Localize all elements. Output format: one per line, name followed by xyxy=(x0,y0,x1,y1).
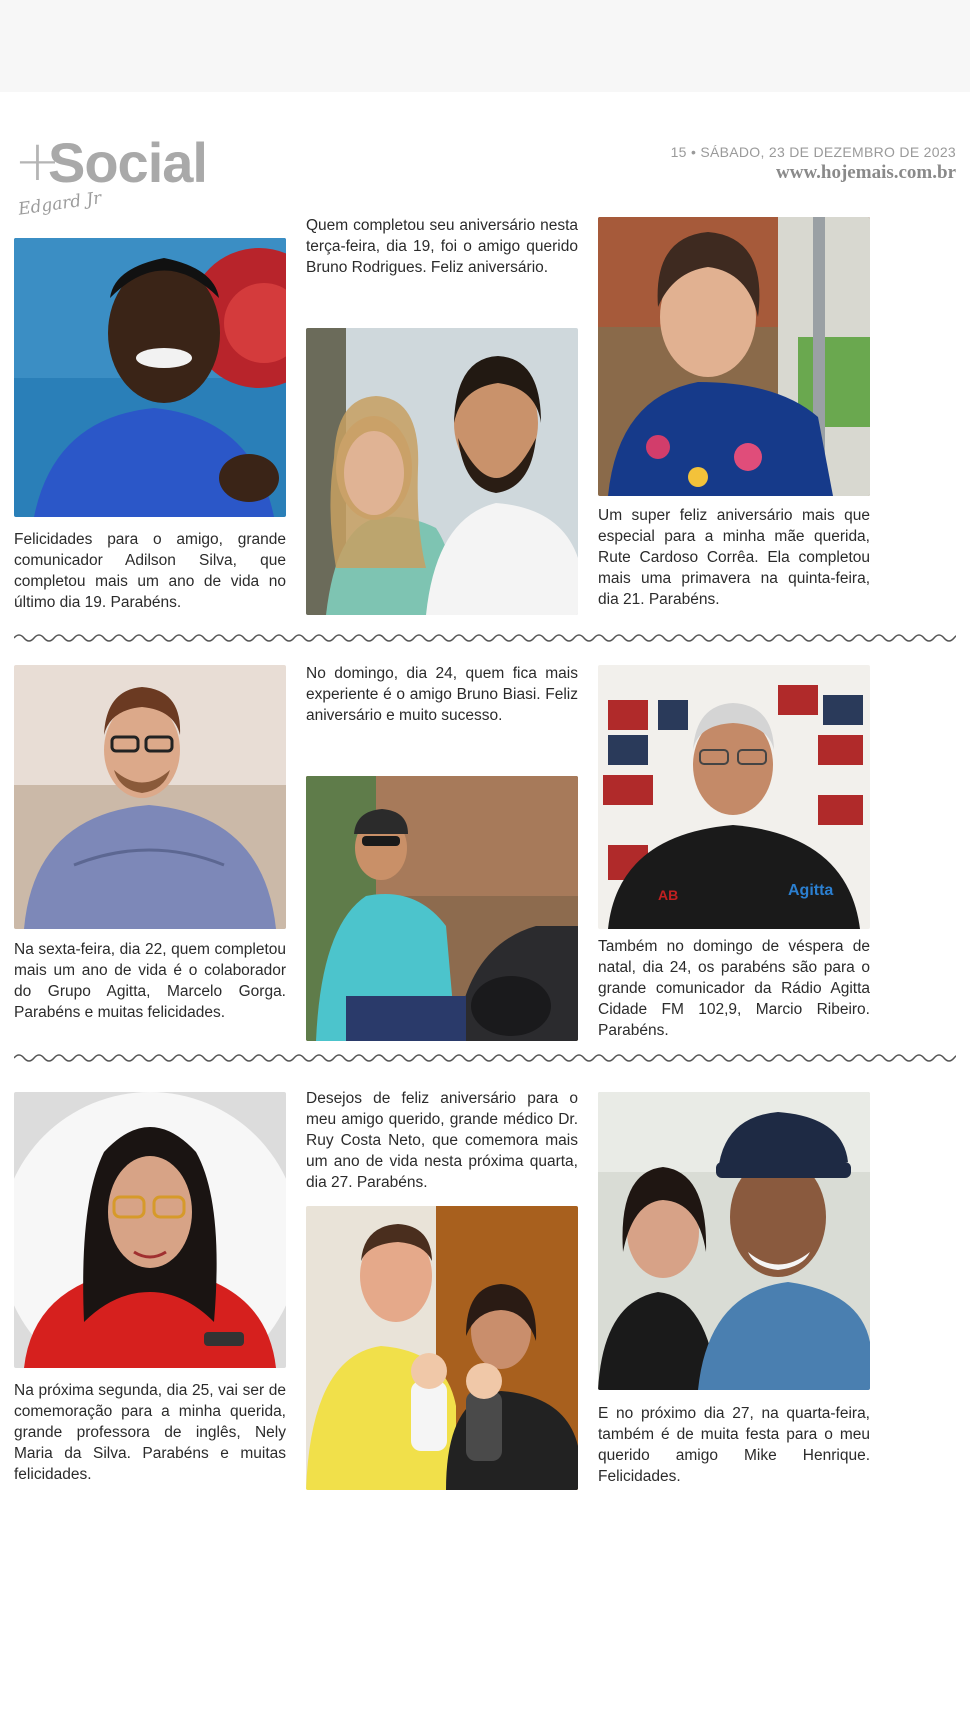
section-divider xyxy=(14,1051,956,1065)
photo-ruy-costa-neto xyxy=(306,1206,578,1490)
page-date: 15 • SÁBADO, 23 DE DEZEMBRO DE 2023 xyxy=(670,144,956,160)
svg-text:AB: AB xyxy=(658,887,679,903)
section-divider xyxy=(14,631,956,645)
header-info xyxy=(671,144,956,184)
section-masthead xyxy=(14,129,244,222)
plus-sign: + xyxy=(14,129,61,194)
photo-adilson-silva xyxy=(14,238,286,517)
website-link[interactable]: www.hojemais.com.br xyxy=(776,162,956,183)
newspaper-page xyxy=(0,92,970,1721)
caption-bruno-rodrigues: Quem completou seu aniversário nesta terça-feira, dia 19, foi o amigo querido Bruno Rodrigues. Feliz aniversário. xyxy=(306,217,578,276)
caption-mike-henrique: E no próximo dia 27, na quarta-feira, também é de muita festa para o meu querido amigo Mike Henrique. Felicidades. xyxy=(598,1405,870,1485)
caption-marcelo-gorga: Na sexta-feira, dia 22, quem completou mais um ano de vida é o colaborador do Grupo Agitta, Marcelo Gorga. Parabéns e muitas felicidades. xyxy=(14,941,286,1021)
photo-nely-maria-da-silva xyxy=(14,1092,286,1368)
section-title: Social xyxy=(48,131,207,194)
photo-marcio-ribeiro xyxy=(598,665,870,929)
caption-nely-maria-da-silva: Na próxima segunda, dia 25, vai ser de comemoração para a minha querida, grande professora de inglês, Nely Maria da Silva. Parabéns e muitas felicidades. xyxy=(14,1382,286,1483)
photo-bruno-biasi xyxy=(306,776,578,1041)
caption-adilson-silva: Felicidades para o amigo, grande comunicador Adilson Silva, que completou mais um ano de vida no último dia 19. Parabéns. xyxy=(14,531,286,611)
caption-marcio-ribeiro: Também no domingo de véspera de natal, dia 24, os parabéns são para o grande comunicador da Rádio Agitta Cidade FM 102,9, Marcio Ribeiro. Parabéns. xyxy=(598,938,870,1039)
photo-rute-cardoso-correa xyxy=(598,217,870,496)
caption-ruy-costa-neto: Desejos de feliz aniversário para o meu amigo querido, grande médico Dr. Ruy Costa Neto, que comemora mais um ano de vida nesta próxima quarta, dia 27. Parabéns. xyxy=(306,1090,578,1191)
photo-marcelo-gorga xyxy=(14,665,286,929)
svg-text:Agitta: Agitta xyxy=(788,882,834,899)
columnist-signature: Edgard Jr xyxy=(17,188,103,220)
caption-rute-cardoso-correa: Um super feliz aniversário mais que especial para a minha mãe querida, Rute Cardoso Corrêa. Ela completou mais uma primavera na quinta-feira, dia 21. Parabéns. xyxy=(598,507,870,608)
caption-bruno-biasi: No domingo, dia 24, quem fica mais experiente é o amigo Bruno Biasi. Feliz aniversário e muito sucesso. xyxy=(306,665,578,724)
photo-bruno-rodrigues xyxy=(306,328,578,615)
photo-mike-henrique xyxy=(598,1092,870,1390)
